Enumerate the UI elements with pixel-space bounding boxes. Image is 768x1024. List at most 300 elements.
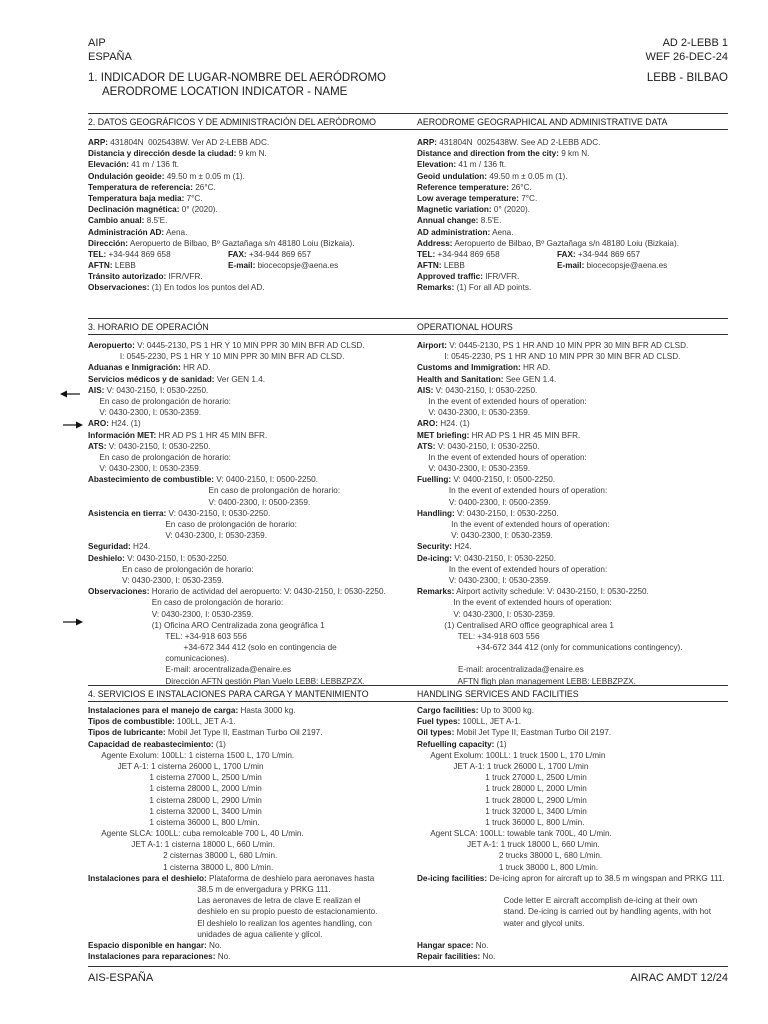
entry-label: De-icing facilities: — [417, 873, 488, 883]
entry-line — [417, 761, 728, 772]
header-aip: AIP — [88, 37, 106, 49]
entry-label: Hangar space: — [417, 940, 474, 950]
entry-label: Aeropuerto: — [88, 341, 135, 350]
entry-value: H24. — [452, 542, 472, 552]
entry-value: 1 cisterna 27000 L, 2500 L/min — [88, 773, 262, 783]
entry-value: En caso de prolongación de horario: — [88, 564, 254, 574]
entry-value: 1 cisterna 36000 L, 800 L/min. — [88, 817, 260, 827]
entry-line — [88, 783, 410, 794]
entry-value: H24. — [130, 542, 151, 552]
entry-value: biocecopsje@aena.es — [255, 261, 339, 271]
entry-label: Fuelling: — [417, 475, 452, 485]
entry-label: Administración AD: — [88, 227, 165, 237]
section2-title-en: AERODROME GEOGRAPHICAL AND ADMINISTRATIVE DATA — [417, 117, 668, 127]
entry-line — [417, 452, 728, 463]
entry-value: V: 0430-2150, I: 0530-2250. — [433, 385, 538, 395]
entry-line — [88, 374, 410, 385]
entry-value: V: 0430-2150, I: 0530-2250. — [106, 441, 211, 451]
entry-value: (1) Centralised ARO office geographical area 1 — [417, 620, 614, 630]
entry-value: En caso de prolongación de horario: — [88, 598, 284, 608]
entry-line — [88, 727, 410, 738]
entry-line — [88, 940, 410, 951]
entry-line — [417, 171, 728, 182]
entry-line — [417, 430, 728, 441]
entry-line — [417, 642, 728, 653]
entry-line — [417, 817, 728, 828]
entry-label: Temperatura de referencia: — [88, 182, 193, 192]
entry-label: AIS: — [417, 385, 434, 395]
entry-line — [417, 497, 728, 508]
entry-line — [88, 385, 410, 396]
entry-label: E-mail: — [557, 261, 585, 271]
entry-line — [417, 918, 728, 929]
entry-line — [88, 541, 410, 552]
entry-value: Plataforma de deshielo para aeronaves hasta — [206, 873, 375, 883]
entry-line — [88, 249, 410, 260]
entry-label: De-icing: — [417, 553, 453, 563]
entry-line — [88, 418, 410, 429]
entry-value: Aena. — [164, 227, 188, 237]
entry-value: V: 0430-2300, I: 0530-2359. — [88, 464, 202, 474]
entry-line — [417, 362, 728, 373]
entry-label: Oil types: — [417, 728, 455, 738]
entry-line — [88, 575, 410, 586]
entry-line — [88, 497, 410, 508]
entry-label: Deshielo: — [88, 553, 125, 563]
entry-value: Dirección AFTN gestión Plan Vuelo LEBB: LEBBZPZX. — [88, 676, 365, 686]
entry-line — [417, 586, 728, 597]
entry-line — [88, 362, 410, 373]
entry-value: +34-672 344 412 (solo en contingencia de — [88, 643, 337, 653]
footer-publisher: AIS-ESPAÑA — [88, 972, 154, 984]
entry-value: 1 cisterna 28000 L, 2900 L/min — [88, 795, 262, 805]
entry-value: 1 cisterna 38000 L, 800 L/min. — [88, 862, 274, 872]
entry-value: 7°C. — [184, 193, 203, 203]
entry-line — [417, 260, 728, 271]
entry-line — [88, 817, 410, 828]
entry-label: E-mail: — [228, 261, 256, 271]
entry-value: V: 0430-2300, I: 0530-2359. — [417, 464, 531, 474]
doc-title-es: 1. INDICADOR DE LUGAR-NOMBRE DEL AERÓDROMO — [88, 72, 386, 84]
entry-line — [88, 839, 410, 850]
entry-value: JET A-1: 1 cisterna 26000 L, 1700 L/min — [88, 761, 264, 771]
entry-label: TEL: — [417, 249, 436, 259]
entry-label: Instalaciones para el manejo de carga: — [88, 706, 239, 715]
entry-line — [417, 553, 728, 564]
entry-value: 1 truck 36000 L, 800 L/min. — [417, 817, 585, 827]
entry-line — [417, 895, 728, 906]
section4-title-es: 4. SERVICIOS E INSTALACIONES PARA CARGA Y MANTENIMIENTO — [88, 689, 369, 699]
entry-label: Airport: — [417, 341, 448, 350]
entry-line — [88, 463, 410, 474]
entry-label: Fuel types: — [417, 717, 461, 727]
entry-line — [88, 351, 410, 362]
entry-line — [88, 137, 410, 148]
entry-line — [417, 485, 728, 496]
entry-value: Agent SLCA: 100LL: towable tank 700L, 40 L/min. — [417, 829, 612, 839]
entry-value: V: 0430-2150, I: 0530-2250. — [435, 441, 540, 451]
entry-line — [417, 215, 728, 226]
entry-line — [417, 739, 728, 750]
entry-line — [88, 282, 410, 293]
entry-value: In the event of extended hours of operation: — [417, 598, 612, 608]
entry-value: 8.5'E. — [478, 216, 502, 226]
entry-label: Elevación: — [88, 160, 129, 170]
entry-line — [417, 806, 728, 817]
entry-value: H24. (1) — [108, 419, 141, 429]
entry-value: V: 0430-2150, I: 0530-2250. — [166, 508, 271, 518]
aerodrome-code: LEBB - BILBAO — [646, 72, 728, 84]
entry-value: 41 m / 136 ft. — [128, 160, 180, 170]
entry-line — [417, 238, 728, 249]
entry-line — [88, 609, 410, 620]
entry-line — [417, 929, 728, 940]
entry-label: ATS: — [88, 441, 107, 451]
entry-value: 431804N 0025438W. See AD 2-LEBB ADC. — [437, 138, 601, 147]
entry-value: Mobil Jet Type II, Eastman Turbo Oil 2197. — [165, 728, 323, 738]
entry-line — [417, 463, 728, 474]
entry-value: +34-944 869 657 — [575, 249, 641, 259]
entry-line — [88, 929, 410, 940]
entry-line — [88, 508, 410, 519]
entry-value: 2 cisternas 38000 L, 680 L/min. — [88, 851, 278, 861]
entry-label: ATS: — [417, 441, 436, 451]
entry-line — [88, 918, 410, 929]
entry-line — [417, 705, 728, 716]
entry-value: V: 0400-2300, I: 0500-2359. — [417, 497, 551, 507]
entry-value: +34-944 869 658 — [106, 249, 171, 259]
entry-label: FAX: — [557, 249, 576, 259]
entry-label: Espacio disponible en hangar: — [88, 940, 207, 950]
entry-line — [417, 351, 728, 362]
entry-label: AFTN: — [417, 261, 442, 271]
entry-line — [417, 716, 728, 727]
entry-value: Aeropuerto de Bilbao, Bº Gaztañaga s/n 48180 Loiu (Bizkaia). — [452, 238, 679, 248]
entry-line — [417, 839, 728, 850]
entry-label: Tipos de lubricante: — [88, 728, 166, 738]
section-rule — [88, 334, 728, 335]
entry-line — [88, 340, 410, 351]
entry-line — [417, 159, 728, 170]
entry-value: 9 km N. — [236, 149, 267, 159]
entry-line — [417, 340, 728, 351]
entry-value: 1 cisterna 32000 L, 3400 L/min — [88, 806, 262, 816]
entry-line — [88, 182, 410, 193]
entry-value: V: 0430-2300, I: 0530-2359. — [88, 575, 224, 585]
entry-value: 49.50 m ± 0.05 m (1). — [164, 171, 245, 181]
entry-label: Magnetic variation: — [417, 205, 492, 215]
entry-value: stand. De-icing is carried out by handling agents, with hot — [417, 907, 711, 917]
entry-label: Distance and direction from the city: — [417, 149, 559, 159]
entry-label: Abastecimiento de combustible: — [88, 475, 215, 485]
entry-value: +34-944 869 658 — [435, 249, 500, 259]
entry-value: 1 truck 28000 L, 2000 L/min — [417, 784, 587, 794]
entry-value: In the event of extended hours of operation: — [417, 520, 610, 529]
entry-line — [88, 238, 410, 249]
entry-line — [88, 396, 410, 407]
entry-label: Capacidad de reabastecimiento: — [88, 739, 214, 749]
entry-label: AFTN: — [88, 261, 113, 271]
entry-label: Observaciones: — [88, 587, 150, 597]
entry-value: En caso de prolongación de horario: — [88, 396, 231, 406]
entry-line — [88, 750, 410, 761]
entry-value: V: 0430-2150, I: 0530-2250. — [104, 385, 209, 395]
entry-line — [88, 895, 410, 906]
entry-value: En caso de prolongación de horario: — [88, 486, 341, 496]
entry-label: ARO: — [88, 419, 109, 429]
section2-es-content — [88, 137, 410, 294]
entry-label: Aduanas e Inmigración: — [88, 363, 181, 373]
entry-line — [88, 828, 410, 839]
entry-value: 41 m / 136 ft. — [456, 160, 507, 170]
entry-line — [417, 772, 728, 783]
entry-value: 1 truck 38000 L, 800 L/min. — [417, 862, 599, 872]
entry-value: En caso de prolongación de horario: — [88, 452, 231, 462]
entry-label: Refuelling capacity: — [417, 739, 495, 749]
entry-value: 8.5'E. — [144, 216, 168, 226]
entry-value: V: 0430-2300, I: 0530-2359. — [88, 408, 202, 418]
entry-label: Elevation: — [417, 160, 457, 170]
entry-value: HR AD PS 1 HR 45 MIN BFR. — [469, 430, 581, 440]
entry-line — [88, 407, 410, 418]
entry-line — [88, 586, 410, 597]
entry-label: Security: — [417, 542, 453, 552]
entry-line — [417, 519, 728, 530]
entry-line — [417, 148, 728, 159]
entry-line — [88, 452, 410, 463]
entry-line — [88, 862, 410, 873]
entry-value: water and glycol units. — [417, 918, 585, 928]
entry-line — [417, 664, 728, 675]
entry-line — [88, 193, 410, 204]
entry-line — [417, 474, 728, 485]
entry-line — [417, 609, 728, 620]
entry-value: Mobil Jet Type II, Eastman Turbo Oil 2197. — [454, 728, 612, 738]
entry-value: (1) — [494, 739, 507, 749]
entry-line — [88, 806, 410, 817]
entry-value: E-mail: arocentralizada@enaire.es — [417, 665, 584, 675]
entry-value: No. — [206, 940, 222, 950]
entry-value: I: 0545-2230, PS 1 HR AND 10 MIN PPR 30 MIN BFR AD CLSD. — [417, 352, 681, 362]
entry-label: Reference temperature: — [417, 182, 509, 192]
amendment-arrow-right-icon — [63, 420, 83, 430]
entry-value: V: 0400-2150, I: 0500-2250. — [451, 475, 556, 485]
entry-value: 1 truck 27000 L, 2500 L/min — [417, 773, 587, 783]
entry-line — [88, 474, 410, 485]
entry-label: Observaciones: — [88, 283, 150, 293]
entry-label: ARP: — [88, 138, 109, 147]
entry-label: Remarks: — [417, 587, 455, 597]
entry-line — [88, 761, 410, 772]
entry-value: JET A-1: 1 truck 18000 L, 660 L/min. — [417, 840, 600, 850]
entry-value: IFR/VFR. — [166, 272, 203, 282]
entry-value: HR AD. — [520, 363, 551, 373]
entry-line — [417, 862, 728, 873]
entry-value: Agente Exolum: 100LL: 1 cisterna 1500 L, 170 L/min. — [88, 750, 295, 760]
entry-line — [88, 653, 410, 664]
entry-value: TEL: +34-918 603 556 — [417, 631, 540, 641]
entry-line — [417, 193, 728, 204]
entry-line — [417, 541, 728, 552]
entry-value: In the event of extended hours of operation: — [417, 486, 608, 496]
entry-value: 7°C. — [518, 193, 538, 203]
entry-label: Ondulación geoide: — [88, 171, 165, 181]
entry-line — [88, 906, 410, 917]
entry-label: ARO: — [417, 419, 438, 429]
entry-value: V: 0430-2150, I: 0530-2250. — [454, 508, 559, 518]
entry-line — [88, 148, 410, 159]
entry-value: No. — [215, 952, 231, 962]
section3-title-es: 3. HORARIO DE OPERACIÓN — [88, 322, 209, 332]
entry-value: V: 0400-2300, I: 0500-2359. — [88, 497, 311, 507]
entry-label: Instalaciones para reparaciones: — [88, 952, 216, 962]
entry-line — [88, 553, 410, 564]
entry-line — [88, 884, 410, 895]
entry-label: Temperatura baja media: — [88, 193, 185, 203]
entry-value: V: 0430-2150, I: 0530-2250. — [124, 553, 229, 563]
entry-label: Declinación magnética: — [88, 205, 180, 215]
entry-line — [417, 441, 728, 452]
entry-value: Code letter E aircraft accomplish de-icing at their own — [417, 896, 698, 906]
entry-value: (1) En todos los puntos del AD. — [149, 283, 265, 293]
entry-line — [417, 227, 728, 238]
entry-value: Aena. — [490, 227, 514, 237]
entry-line — [88, 597, 410, 608]
entry-line — [417, 385, 728, 396]
section-rule — [88, 701, 728, 702]
entry-label: MET briefing: — [417, 430, 470, 440]
entry-line — [88, 485, 410, 496]
entry-value: 26°C. — [508, 182, 532, 192]
section4-es-content — [88, 705, 410, 962]
entry-value: Hasta 3000 kg. — [238, 706, 296, 715]
entry-line — [88, 739, 410, 750]
entry-value: (1) — [213, 739, 226, 749]
entry-value: 38.5 m de envergadura y PRKG 111. — [88, 885, 331, 894]
entry-value: En caso de prolongación de horario: — [88, 520, 297, 529]
entry-line — [417, 620, 728, 631]
header-effective-date: WEF 26-DEC-24 — [645, 51, 728, 63]
entry-value: V: 0430-2300, I: 0530-2359. — [417, 408, 531, 418]
section-rule — [88, 129, 728, 130]
section3-title-en: OPERATIONAL HOURS — [417, 322, 513, 332]
entry-line — [88, 530, 410, 541]
entry-line — [417, 271, 728, 282]
entry-value: 9 km N. — [558, 149, 590, 159]
entry-value: (1) Oficina ARO Centralizada zona geográfica 1 — [88, 620, 325, 630]
entry-value: (1) For all AD points. — [454, 283, 532, 293]
entry-value: I: 0545-2230, PS 1 HR Y 10 MIN PPR 30 MIN BFR AD CLSD. — [88, 352, 345, 362]
entry-line — [88, 171, 410, 182]
entry-label: Tipos de combustible: — [88, 717, 175, 727]
entry-value: TEL: +34-918 603 556 — [88, 631, 247, 641]
entry-line — [88, 795, 410, 806]
entry-line — [417, 750, 728, 761]
entry-value: deshielo en su propio puesto de estacionamiento. — [88, 907, 378, 917]
entry-value: HR AD. — [180, 363, 211, 373]
entry-label: Low average temperature: — [417, 193, 519, 203]
header-page-id: AD 2-LEBB 1 — [662, 37, 728, 49]
entry-label: Información MET: — [88, 430, 157, 440]
entry-line — [417, 873, 728, 884]
entry-line — [417, 204, 728, 215]
header-country: ESPAÑA — [88, 51, 132, 63]
entry-line — [417, 508, 728, 519]
section3-en-content — [417, 340, 728, 687]
entry-line — [88, 642, 410, 653]
entry-line — [88, 564, 410, 575]
footer-amendment: AIRAC AMDT 12/24 — [630, 972, 728, 984]
entry-value: Agente SLCA: 100LL: cuba remolcable 700 L, 40 L/min. — [88, 829, 304, 839]
entry-line — [417, 951, 728, 962]
entry-line — [88, 227, 410, 238]
entry-line — [417, 564, 728, 575]
entry-label: Seguridad: — [88, 542, 131, 552]
entry-label: Annual change: — [417, 216, 479, 226]
entry-value: 1 cisterna 28000 L, 2000 L/min — [88, 784, 262, 794]
entry-line — [88, 260, 410, 271]
entry-value: V: 0445-2130, PS 1 HR Y 10 MIN PPR 30 MIN BFR AD CLSD. — [134, 341, 365, 350]
entry-label: Servicios médicos y de sanidad: — [88, 374, 215, 384]
entry-value: In the event of extended hours of operation: — [417, 564, 608, 574]
entry-value: 0° (2020). — [179, 205, 218, 215]
entry-value: 1 truck 28000 L, 2900 L/min — [417, 795, 587, 805]
entry-line — [417, 137, 728, 148]
entry-line — [88, 873, 410, 884]
entry-value: V: 0430-2300, I: 0530-2359. — [417, 531, 553, 541]
entry-value: IFR/VFR. — [482, 272, 520, 282]
entry-line — [417, 884, 728, 895]
entry-label: Address: — [417, 238, 453, 248]
entry-label: Geoid undulation: — [417, 171, 488, 181]
entry-line — [88, 519, 410, 530]
entry-line — [88, 215, 410, 226]
entry-label: Tránsito autorizado: — [88, 272, 167, 282]
entry-label: Remarks: — [417, 283, 455, 293]
entry-line — [417, 828, 728, 839]
entry-value: 1 truck 32000 L, 3400 L/min — [417, 806, 587, 816]
entry-value: Up to 3000 kg. — [478, 706, 534, 715]
entry-line — [417, 906, 728, 917]
entry-value: V: 0430-2150, I: 0530-2250. — [452, 553, 556, 563]
entry-line — [417, 407, 728, 418]
entry-value: LEBB — [441, 261, 465, 271]
entry-label: AD administration: — [417, 227, 491, 237]
section2-en-content — [417, 137, 728, 294]
entry-value: V: 0430-2300, I: 0530-2359. — [417, 575, 551, 585]
entry-value: Horario de actividad del aeropuerto: V: 0430-2150, I: 0530-2250. — [149, 587, 386, 597]
entry-value: 100LL, JET A-1. — [174, 717, 236, 727]
entry-label: Customs and Immigration: — [417, 363, 521, 373]
section2-title-es: 2. DATOS GEOGRÁFICOS Y DE ADMINISTRACIÓN DEL AERÓDROMO — [88, 117, 376, 127]
entry-line — [88, 951, 410, 962]
entry-label: Handling: — [417, 508, 455, 518]
entry-value: 0° (2020). — [491, 205, 530, 215]
entry-line — [88, 705, 410, 716]
entry-value: 49.50 m ± 0.05 m (1). — [487, 171, 568, 181]
amendment-arrow-right-icon — [63, 617, 83, 627]
entry-line — [88, 772, 410, 783]
entry-line — [88, 271, 410, 282]
entry-value: See GEN 1.4. — [503, 374, 557, 384]
entry-line — [417, 783, 728, 794]
entry-label: FAX: — [228, 249, 247, 259]
entry-value: No. — [473, 940, 489, 950]
entry-value: In the event of extended hours of operation: — [417, 396, 587, 406]
entry-line — [417, 631, 728, 642]
entry-value: HR AD PS 1 HR 45 MIN BFR. — [156, 430, 268, 440]
entry-value: 100LL, JET A-1. — [460, 717, 522, 727]
